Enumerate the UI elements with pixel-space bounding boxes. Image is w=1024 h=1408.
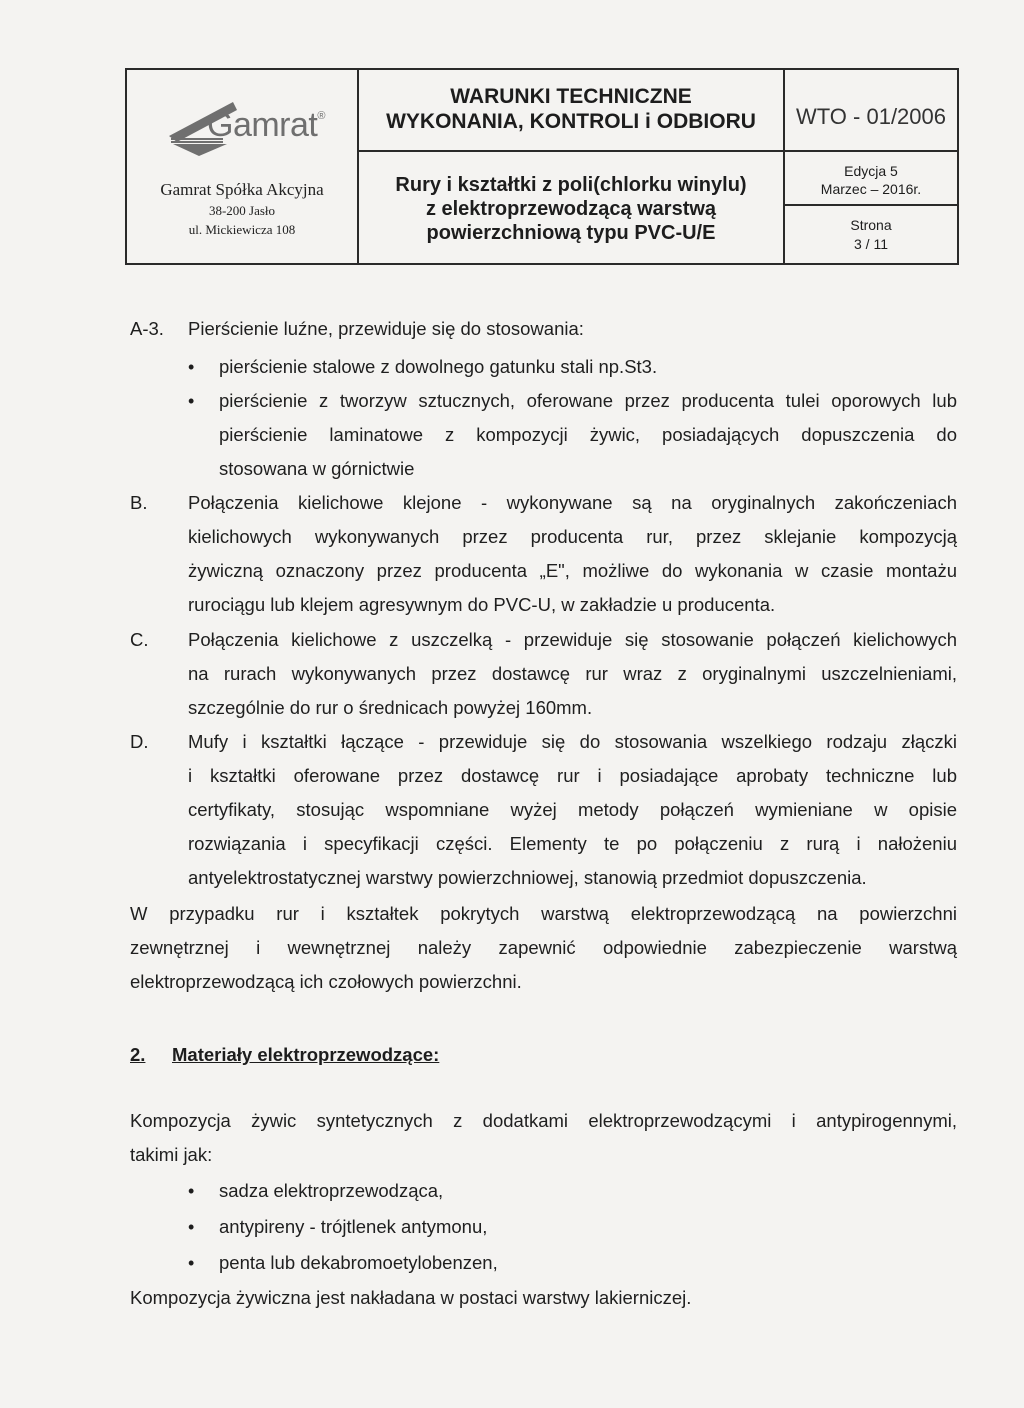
paragraph-line: takimi jak:: [130, 1144, 213, 1165]
paragraph-line: kielichowych wykonywanych przez producenta rur, przez sklejanie kompozycją: [188, 526, 957, 547]
paragraph-line: antyelektrostatycznej warstwy powierzchniowej, stanowią przedmiot dopuszczenia.: [188, 867, 867, 888]
meta-divider-2: [785, 204, 957, 206]
section-number: 2.: [130, 1044, 146, 1065]
document-code: WTO - 01/2006: [796, 104, 946, 129]
item-text-a3: Pierścienie luźne, przewiduje się do stosowania:: [188, 318, 584, 339]
item-label-d: D.: [130, 731, 149, 752]
paragraph-line: szczególnie do rur o średnicach powyżej 160mm.: [188, 697, 593, 718]
company-info: [127, 180, 357, 238]
paragraph-line: rurociągu lub klejem agresywnym do PVC-U, w zakładzie u producenta.: [188, 594, 776, 615]
company-street: ul. Mickiewicza 108: [188, 222, 296, 237]
meta-cell: [785, 70, 957, 263]
paragraph-line: na rurach wykonywanych przez dostawcę rur wraz z oryginalnymi uszczelnieniami,: [188, 663, 957, 684]
document-title: WARUNKI TECHNICZNE WYKONANIA, KONTROLI i ODBIORU: [386, 85, 756, 133]
bullet-icon: •: [188, 357, 195, 377]
logo-cell: [127, 70, 359, 263]
paragraph-line: Połączenia kielichowe z uszczelką - przewiduje się stosowanie połączeń kielichowych: [188, 629, 957, 650]
company-postal: 38-200 Jasło: [208, 203, 276, 218]
item-label-a3: A-3.: [130, 318, 164, 339]
bullet-icon: •: [188, 391, 195, 411]
section-heading: [130, 1038, 439, 1072]
list-item: antypireny - trójtlenek antymonu,: [219, 1216, 488, 1237]
paragraph-line: Kompozycja żywiczna jest nakładana w postaci warstwy lakierniczej.: [130, 1287, 692, 1308]
paragraph-line: żywiczną oznaczony przez producenta „E", możliwe do wykonania w czasie montażu: [188, 560, 957, 581]
company-name: Gamrat Spółka Akcyjna: [160, 180, 324, 199]
edition-info: Edycja 5 Marzec – 2016r.: [820, 163, 922, 197]
list-item: pierścienie stalowe z dowolnego gatunku stali np.St3.: [219, 356, 658, 377]
item-label-c: C.: [130, 629, 149, 650]
section-title: Materiały elektroprzewodzące:: [172, 1044, 440, 1065]
item-label-b: B.: [130, 492, 148, 513]
list-item-line: pierścienie laminatowe z kompozycji żywic, posiadających dopuszczenia do: [219, 424, 957, 445]
paragraph-line: zewnętrznej i wewnętrznej należy zapewnić odpowiednie zabezpieczenie warstwą: [130, 937, 957, 958]
paragraph-line: certyfikaty, stosując wspomniane wyżej metody połączeń wymieniane w opisie: [188, 799, 957, 820]
paragraph-line: i kształtki oferowane przez dostawcę rur i posiadające aprobaty techniczne lub: [188, 765, 957, 786]
title-cell: [359, 70, 785, 263]
page-number: Strona 3 / 11: [850, 217, 892, 252]
bullet-icon: •: [188, 1181, 195, 1201]
list-item: penta lub dekabromoetylobenzen,: [219, 1252, 498, 1273]
list-item: pierścienie z tworzyw sztucznych, oferowane przez producenta tulei oporowych lub: [219, 390, 957, 411]
paragraph-line: Połączenia kielichowe klejone - wykonywane są na oryginalnych zakończeniach: [188, 492, 957, 513]
header-table: [125, 68, 959, 265]
document-subtitle: Rury i kształtki z poli(chlorku winylu) z elektroprzewodzącą warstwą powierzchniową typu PVC-U/E: [395, 174, 747, 244]
paragraph-line: Mufy i kształtki łączące - przewiduje się do stosowania wszelkiego rodzaju złączki: [188, 731, 957, 752]
paragraph-line: elektroprzewodzącą ich czołowych powierzchni.: [130, 971, 522, 992]
bullet-icon: •: [188, 1253, 195, 1273]
list-item: sadza elektroprzewodząca,: [219, 1180, 444, 1201]
logo-wordmark: Gamrat®: [207, 106, 325, 144]
list-item-line: stosowana w górnictwie: [219, 458, 415, 479]
title-divider: [359, 150, 783, 152]
bullet-icon: •: [188, 1217, 195, 1237]
paragraph-line: rozwiązania i specyfikacji części. Elementy te po połączeniu z rurą i nałożeniu: [188, 833, 957, 854]
meta-divider-1: [785, 150, 957, 152]
paragraph-line: Kompozycja żywic syntetycznych z dodatkami elektroprzewodzącymi i antypirogennymi,: [130, 1110, 957, 1131]
paragraph-line: W przypadku rur i kształtek pokrytych warstwą elektroprzewodzącą na powierzchni: [130, 903, 957, 924]
